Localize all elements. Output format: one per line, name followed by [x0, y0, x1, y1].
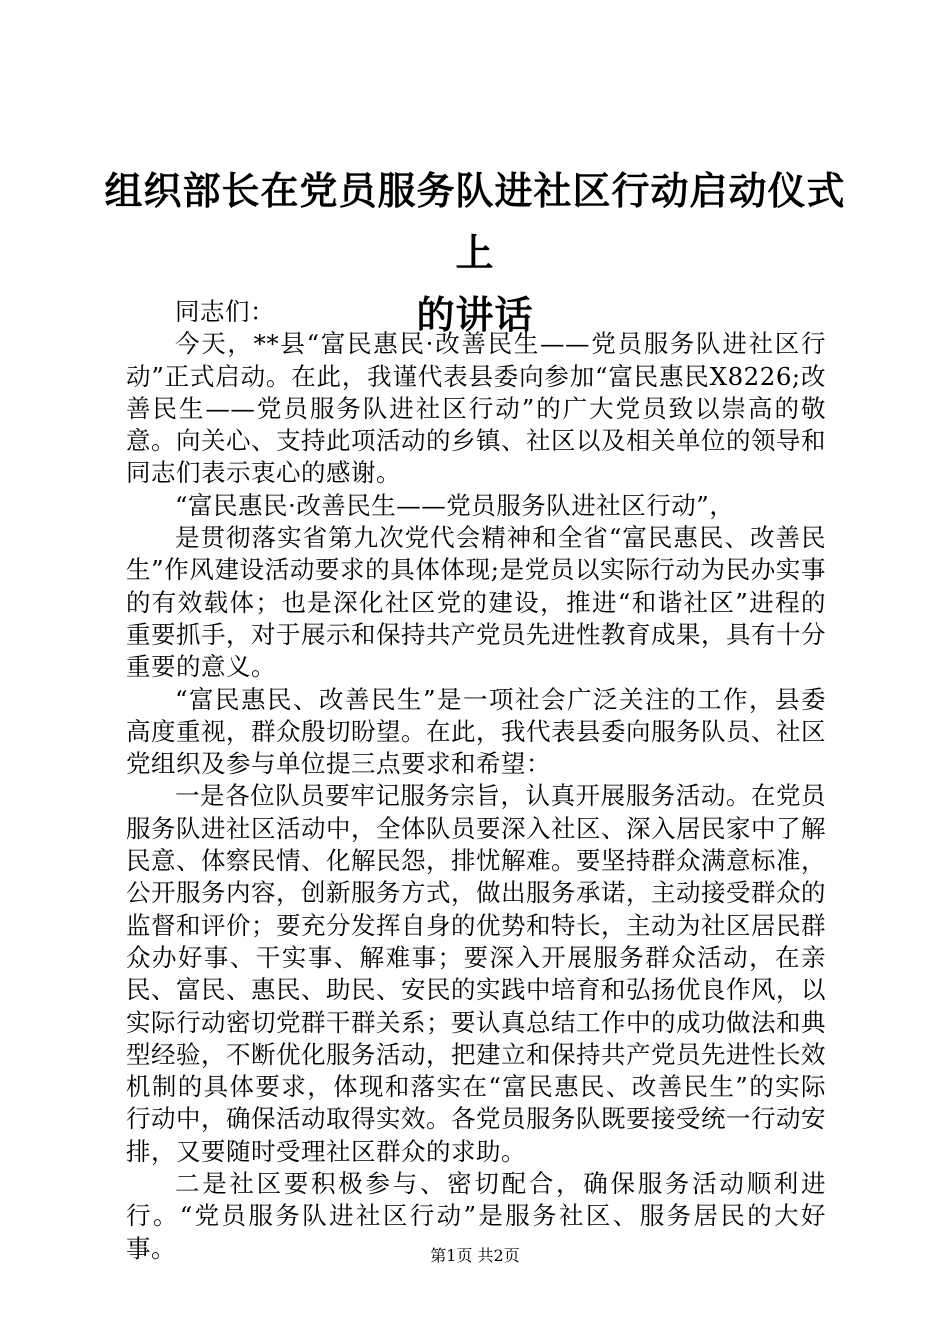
- salutation-paragraph: 同志们：: [175, 297, 275, 326]
- body-paragraph: 今天，**县“富民惠民·改善民生——党员服务队进社区行动”正式启动。在此，我谨代表县委向参加“富民惠民X8226;改善民生——党员服务队进社区行动”的广大党员致以崇高的敬意。向关心、支持此项活动的乡镇、社区以及相关单位的领导和同志们表示衷心的感谢。: [126, 329, 826, 488]
- body-paragraph: “富民惠民·改善民生——党员服务队进社区行动”，: [175, 490, 735, 520]
- body-paragraph: 一是各位队员要牢记服务宗旨，认真开展服务活动。在党员服务队进社区活动中，全体队员要深入社区、深入居民家中了解民意、体察民情、化解民怨，排忧解难。要坚持群众满意标准，公开服务内容，创新服务方式，做出服务承诺，主动接受群众的监督和评价；要充分发挥自身的优势和特长，主动为社区居民群众办好事、干实事、解难事；要深入开展服务群众活动，在亲民、富民、惠民、助民、安民的实践中培育和弘扬优良作风，以实际行动密切党群干群关系；要认真总结工作中的成功做法和典型经验，不断优化服务活动，把建立和保持共产党员先进性长效机制的具体要求，体现和落实在“富民惠民、改善民生”的实际行动中，确保活动取得实效。各党员服务队既要接受统一行动安排，又要随时受理社区群众的求助。: [126, 781, 826, 1166]
- body-paragraph: 二是社区要积极参与、密切配合，确保服务活动顺利进行。“党员服务队进社区行动”是服务社区、服务居民的大好事。: [126, 1169, 826, 1263]
- document-title-line-2: 的讲话: [416, 293, 534, 337]
- page-number-footer: 第1页 共2页: [430, 1246, 520, 1265]
- document-body: [126, 296, 826, 1265]
- body-paragraph: 是贯彻落实省第九次党代会精神和全省“富民惠民、改善民生”作风建设活动要求的具体体现;是党员以实际行动为民办实事的有效载体；也是深化社区党的建设，推进“和谐社区”进程的重要抓手，对于展示和保持共产党员先进性教育成果，具有十分重要的意义。: [126, 523, 826, 682]
- document-title-line-1: 组织部长在党员服务队进社区行动启动仪式上: [104, 169, 846, 275]
- body-paragraph: “富民惠民、改善民生”是一项社会广泛关注的工作，县委高度重视，群众殷切盼望。在此，我代表县委向服务队员、社区党组织及参与单位提三点要求和希望：: [126, 684, 826, 779]
